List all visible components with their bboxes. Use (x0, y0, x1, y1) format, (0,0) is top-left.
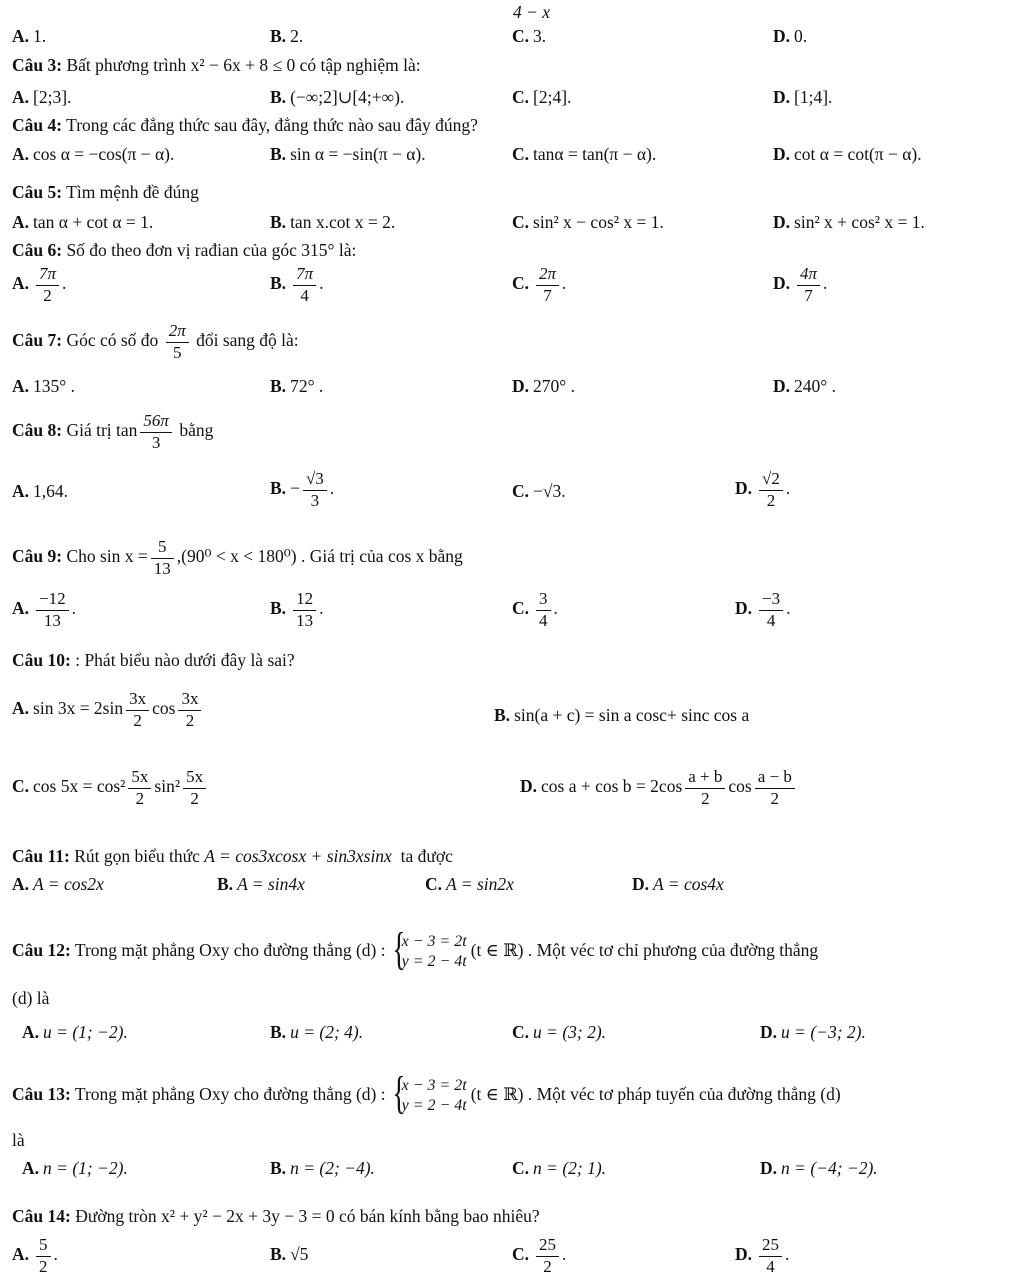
q4-option-a: A. cos α = −cos(π − α). (12, 144, 175, 164)
q13-option-b: B. n = (2; −4). (270, 1158, 375, 1178)
q12-option-d: D. u = (−3; 2). (760, 1022, 866, 1042)
question-9: Câu 9: Cho sin x = $\frac{5}{13}$ ,(90⁰ < x < 180⁰) . Giá trị của cos x bằng (12, 537, 463, 578)
question-5: Câu 5: Tìm mệnh đề đúng (12, 182, 199, 202)
question-8: Câu 8: Giá trị tan $\frac{56\pi}{3}$ bằng (12, 411, 214, 452)
q13-option-d: D. n = (−4; −2). (760, 1158, 878, 1178)
q9-option-c: C. $\frac{3}{4}$ . (512, 589, 558, 630)
top-option-d: D. 0. (773, 26, 808, 46)
q9-option-a: A. $\frac{-12}{13}$ . (12, 589, 76, 630)
q7-option-b: B. 72° . (270, 376, 324, 396)
q8-option-d: D. $\frac{√2}{2}$ . (735, 469, 791, 510)
question-7: Câu 7: Góc có số đo $\frac{2\pi}{5}$ đổi sang độ là: (12, 321, 299, 362)
question-4: Câu 4: Trong các đẳng thức sau đây, đẳng thức nào sau đây đúng? (12, 115, 478, 135)
q14-option-a: A. $\frac{5}{2}$ . (12, 1235, 58, 1276)
q5-option-a: A. tan α + cot α = 1. (12, 212, 154, 232)
q8-option-c: C. −√3. (512, 481, 566, 501)
q11-option-b: B. A = sin4x (217, 874, 305, 894)
q4-option-d: D. cot α = cot(π − α). (773, 144, 922, 164)
question-10: Câu 10: : Phát biểu nào dưới đây là sai? (12, 650, 295, 670)
q14-option-d: D. $\frac{25}{4}$ . (735, 1235, 790, 1276)
question-11: Câu 11: Rút gọn biểu thức A = cos3xcosx + sin3xsinx ta được (12, 846, 453, 866)
question-14: Câu 14: Đường tròn x² + y² − 2x + 3y − 3 = 0 có bán kính bằng bao nhiêu? (12, 1206, 540, 1226)
top-option-c: C. 3. (512, 26, 547, 46)
q7-option-c: D. 270° . (512, 376, 576, 396)
q14-option-c: C. $\frac{25}{2}$ . (512, 1235, 567, 1276)
q3-option-c: C. [2;4]. (512, 87, 572, 107)
q6-option-d: D. $\frac{4\pi}{7}$ . (773, 264, 828, 305)
q11-option-d: D. A = cos4x (632, 874, 724, 894)
q12-option-b: B. u = (2; 4). (270, 1022, 364, 1042)
q5-option-c: C. sin² x − cos² x = 1. (512, 212, 664, 232)
question-3: Câu 3: Bất phương trình x² − 6x + 8 ≤ 0 có tập nghiệm là: (12, 55, 421, 75)
q11-option-a: A. A = cos2x (12, 874, 104, 894)
q14-option-b: B. √5 (270, 1244, 309, 1264)
q6-option-b: B. $\frac{7\pi}{4}$ . (270, 264, 324, 305)
top-option-b: B. 2. (270, 26, 304, 46)
q6-option-c: C. $\frac{2\pi}{7}$ . (512, 264, 567, 305)
q13-option-c: C. n = (2; 1). (512, 1158, 607, 1178)
q12-continuation: (d) là (12, 988, 50, 1008)
q3-option-d: D. [1;4]. (773, 87, 833, 107)
q12-option-a: A. u = (1; −2). (22, 1022, 128, 1042)
question-12: Câu 12: Trong mặt phẳng Oxy cho đường thẳng (d) : { x − 3 = 2t y = 2 − 4t (t ∈ ℝ) . Một véc tơ chỉ phương của đường thẳng (12, 932, 818, 972)
q13-option-a: A. n = (1; −2). (22, 1158, 128, 1178)
q8-option-b: B. − $\frac{√3}{3}$ . (270, 469, 335, 510)
q11-option-c: C. A = sin2x (425, 874, 514, 894)
q7-option-d: D. 240° . (773, 376, 837, 396)
q9-option-d: D. $\frac{-3}{4}$ . (735, 589, 791, 630)
q4-option-b: B. sin α = −sin(π − α). (270, 144, 426, 164)
q7-option-a: A. 135° . (12, 376, 76, 396)
q10-option-b: B. sin(a + c) = sin a cosc+ sinc cos a (494, 705, 750, 725)
q3-option-b: B. (−∞;2]∪[4;+∞). (270, 87, 405, 107)
q6-option-a: A. $\frac{7\pi}{2}$ . (12, 264, 67, 305)
q13-continuation: là (12, 1130, 25, 1150)
question-13: Câu 13: Trong mặt phẳng Oxy cho đường thẳng (d) : { x − 3 = 2t y = 2 − 4t (t ∈ ℝ) . Một véc tơ pháp tuyến của đường thẳng (d) (12, 1076, 841, 1116)
q12-option-c: C. u = (3; 2). (512, 1022, 607, 1042)
q5-option-d: D. sin² x + cos² x = 1. (773, 212, 925, 232)
q4-option-c: C. tanα = tan(π − α). (512, 144, 657, 164)
top-fragment: 4 − x (513, 2, 551, 22)
q3-option-a: A. [2;3]. (12, 87, 72, 107)
q10-option-d: D. cos a + cos b = 2cos $\frac{a + b}{2}$ cos $\frac{a - b}{2}$ (520, 768, 798, 808)
q9-option-b: B. $\frac{12}{13}$ . (270, 589, 324, 630)
q5-option-b: B. tan x.cot x = 2. (270, 212, 396, 232)
q10-option-c: C. cos 5x = cos² $\frac{5x}{2}$ sin² $\frac{5x}{2}$ (12, 768, 209, 808)
q10-option-a: A. sin 3x = 2sin $\frac{3x}{2}$ cos $\frac{3x}{2}$ (12, 690, 204, 730)
question-6: Câu 6: Số đo theo đơn vị rađian của góc 315° là: (12, 240, 357, 260)
top-option-a: A. 1. (12, 26, 47, 46)
q8-option-a: A. 1,64. (12, 481, 69, 501)
